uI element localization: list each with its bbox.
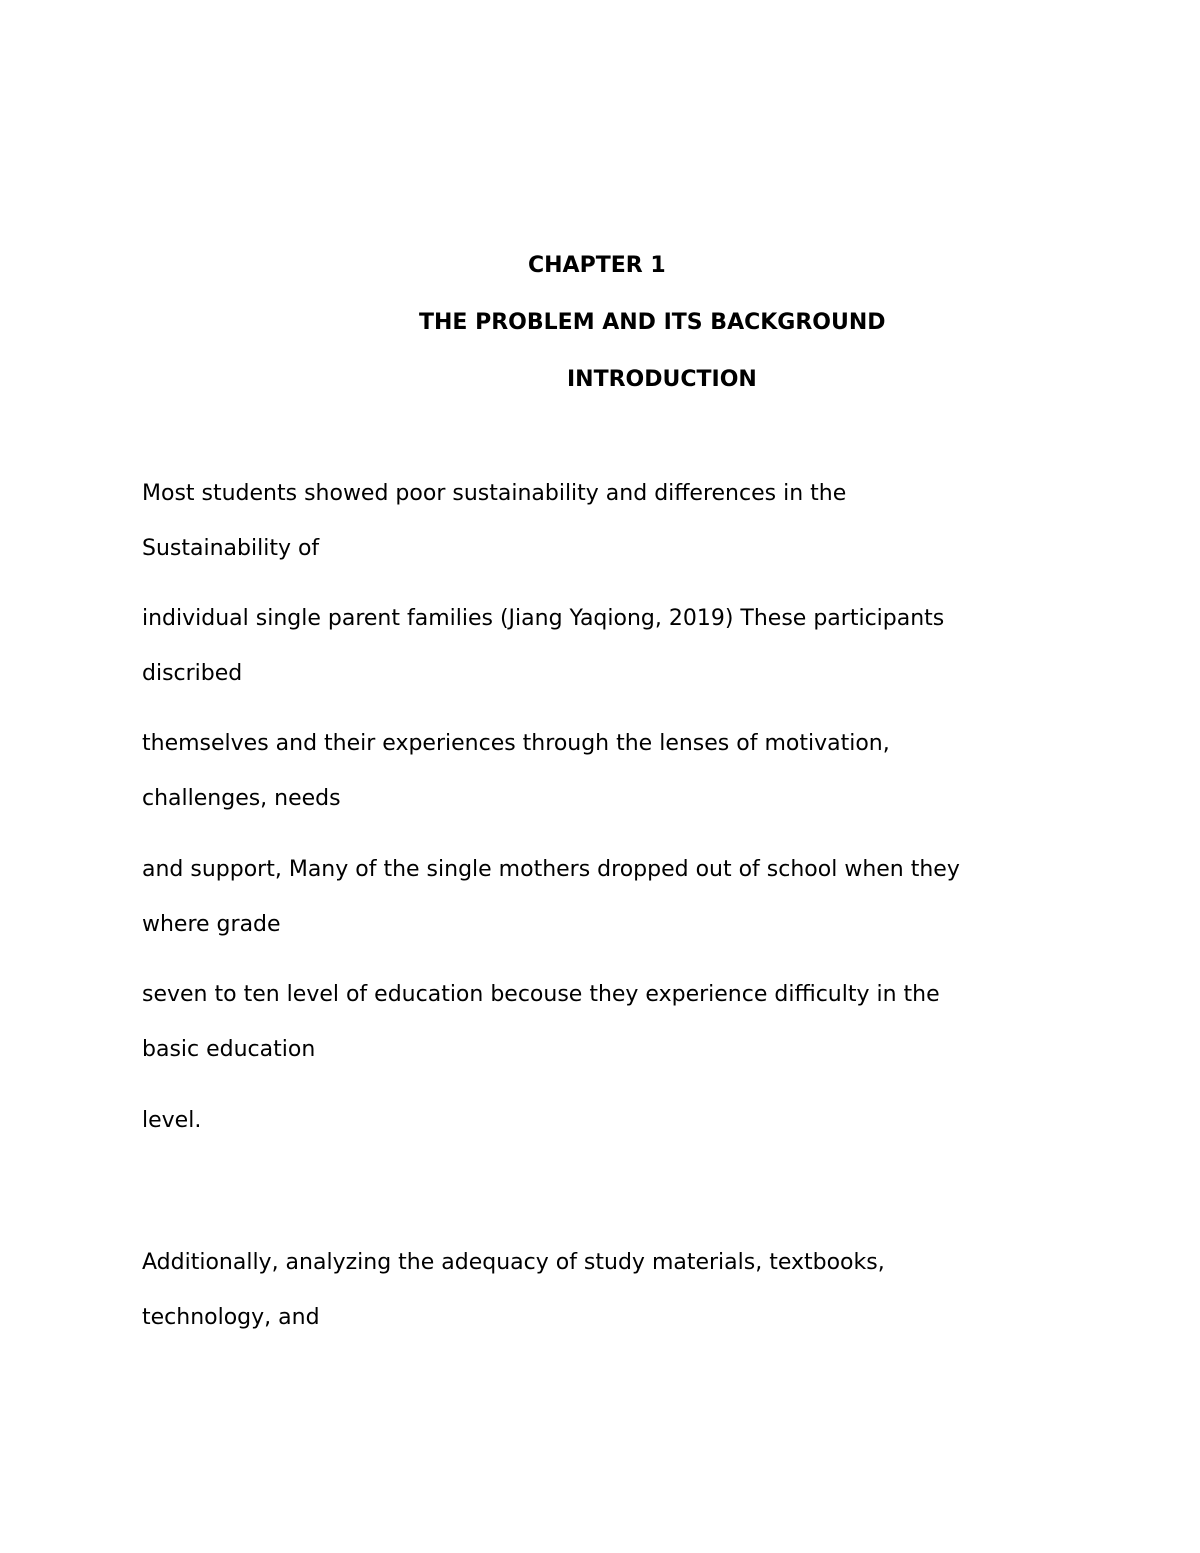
paragraph-line: individual single parent families (Jiang Yaqiong, 2019) These participants bbox=[142, 606, 945, 631]
chapter-heading: CHAPTER 1 bbox=[528, 253, 666, 278]
paragraph-line: Additionally, analyzing the adequacy of study materials, textbooks, bbox=[142, 1250, 885, 1275]
paragraph-line: seven to ten level of education becouse they experience difficulty in the bbox=[142, 982, 940, 1007]
chapter-title: THE PROBLEM AND ITS BACKGROUND bbox=[419, 310, 886, 335]
paragraph-line: Most students showed poor sustainability and differences in the bbox=[142, 481, 847, 506]
paragraph-line: discribed bbox=[142, 661, 243, 686]
paragraph-line: level. bbox=[142, 1108, 202, 1133]
paragraph-line: basic education bbox=[142, 1037, 316, 1062]
section-heading: INTRODUCTION bbox=[567, 367, 757, 392]
paragraph-line: where grade bbox=[142, 912, 281, 937]
paragraph-line: challenges, needs bbox=[142, 786, 341, 811]
paragraph-line: technology, and bbox=[142, 1305, 320, 1330]
paragraph-line: Sustainability of bbox=[142, 536, 320, 561]
paragraph-line: themselves and their experiences through the lenses of motivation, bbox=[142, 731, 890, 756]
paragraph-line: and support, Many of the single mothers dropped out of school when they bbox=[142, 857, 960, 882]
